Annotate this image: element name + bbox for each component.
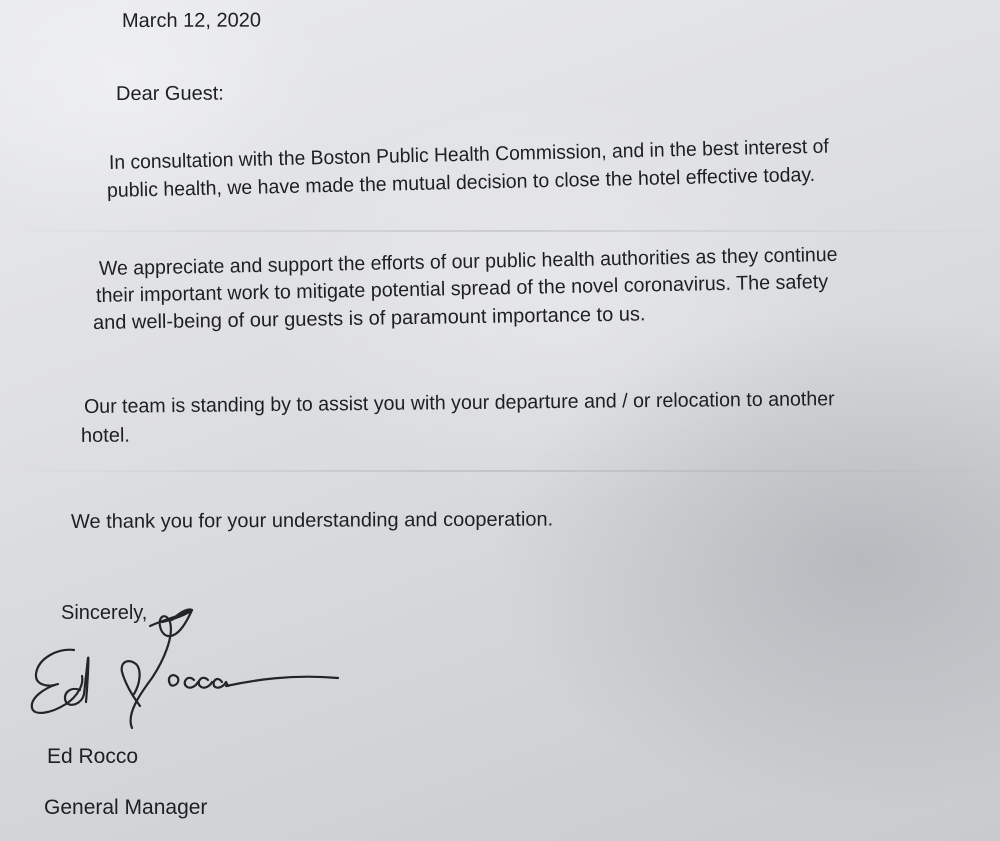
paragraph-2-line-3: and well-being of our guests is of paramount importance to us.	[92, 303, 646, 334]
paragraph-1-line-1: In consultation with the Boston Public Health Commission, and in the best interest of	[108, 135, 829, 174]
paragraph-1-line-2: public health, we have made the mutual decision to close the hotel effective today.	[106, 163, 816, 202]
signer-name: Ed Rocco	[47, 745, 139, 768]
paper-fold	[0, 470, 1000, 472]
closing: Sincerely,	[61, 602, 148, 624]
signer-title: General Manager	[44, 796, 208, 819]
paragraph-2-line-1: We appreciate and support the efforts of our public health authorities as they continue	[98, 243, 838, 280]
letter-date: March 12, 2020	[121, 9, 262, 32]
paragraph-3-line-1: Our team is standing by to assist you with your departure and / or relocation to another	[83, 388, 835, 418]
signature-image	[22, 598, 352, 734]
paper-fold	[0, 230, 1000, 232]
paragraph-4: We thank you for your understanding and cooperation.	[70, 508, 554, 533]
paragraph-3-line-2: hotel.	[80, 424, 131, 447]
salutation: Dear Guest:	[115, 82, 224, 105]
paragraph-2-line-2: their important work to mitigate potential spread of the novel coronavirus. The safety	[95, 270, 829, 307]
